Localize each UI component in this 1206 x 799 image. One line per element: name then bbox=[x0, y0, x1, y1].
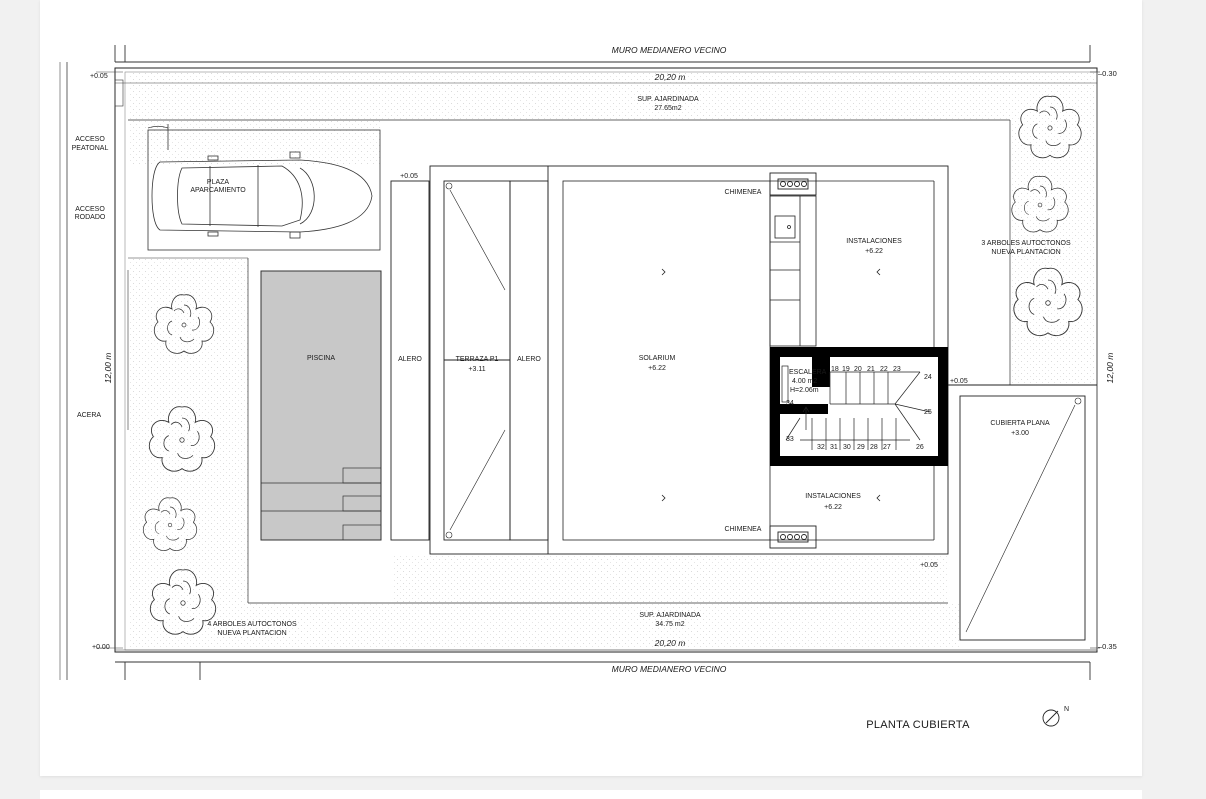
vehicle-access-label: ACCESO bbox=[75, 206, 105, 213]
stair-step-number: 27 bbox=[883, 444, 891, 451]
stair-step-number: 21 bbox=[867, 366, 875, 373]
solarium-level: +6.22 bbox=[648, 365, 666, 372]
installations-top-label: INSTALACIONES bbox=[846, 238, 902, 245]
garden-bottom-area: 34.75 m2 bbox=[655, 621, 685, 628]
garden-top-label: SUP. AJARDINADA bbox=[637, 96, 699, 103]
sidewalk-label: ACERA bbox=[76, 412, 102, 419]
stair-step-number: 30 bbox=[843, 444, 851, 451]
terrace-level: +3.11 bbox=[468, 366, 486, 373]
stair-step-number: 33 bbox=[786, 436, 794, 443]
width-bottom-dimension: 20,20 m bbox=[654, 638, 686, 648]
stair-label: ESCALERA bbox=[789, 369, 827, 376]
bottom-level-label: +0.05 bbox=[920, 562, 938, 569]
stair-step-number: 18 bbox=[831, 366, 839, 373]
height-left-dimension: 12,00 m bbox=[103, 352, 113, 384]
stair-step-number: 25 bbox=[924, 409, 932, 416]
trees-right-label-2: NUEVA PLANTACION bbox=[991, 249, 1061, 256]
stair-height: H=2.06m bbox=[790, 387, 819, 394]
stair-step-number: 26 bbox=[916, 444, 924, 451]
installations-column bbox=[770, 196, 816, 346]
stair-step-number: 28 bbox=[870, 444, 878, 451]
pool-label: PISCINA bbox=[306, 355, 336, 362]
chimney-top-icon bbox=[770, 173, 816, 195]
stair-step-number: 32 bbox=[817, 444, 825, 451]
stair-step-number: 19 bbox=[842, 366, 850, 373]
stair-area: 4.00 m2 bbox=[792, 378, 818, 385]
stair-step-number: 29 bbox=[857, 444, 865, 451]
chimney-bottom-icon bbox=[770, 526, 816, 548]
chimney-bottom-label: CHIMENEA bbox=[724, 526, 762, 533]
drawing-title: PLANTA CUBIERTA bbox=[866, 719, 970, 731]
terrace-label: TERRAZA P1 bbox=[455, 356, 499, 363]
stair-step-number: 24 bbox=[924, 374, 932, 381]
stair-step-number: 34 bbox=[786, 400, 794, 407]
chimney-top-label: CHIMENEA bbox=[724, 189, 762, 196]
wall-bottom-label: MURO MEDIANERO VECINO bbox=[611, 664, 727, 674]
garden-top-area: 27.65m2 bbox=[654, 105, 682, 112]
stair-step-number: 22 bbox=[880, 366, 888, 373]
solarium bbox=[563, 181, 934, 540]
north-label: N bbox=[1064, 706, 1070, 713]
level-top-right: –0.30 bbox=[1098, 69, 1117, 78]
pool bbox=[261, 271, 381, 540]
level-top-left: +0.05 bbox=[90, 73, 108, 80]
stair-exit-level: +0.05 bbox=[950, 378, 968, 385]
eave-label-2: ALERO bbox=[517, 356, 541, 363]
installations-bottom-label: INSTALACIONES bbox=[805, 493, 861, 500]
flat-roof-label: CUBIERTA PLANA bbox=[990, 420, 1050, 427]
north-arrow-icon bbox=[1043, 710, 1059, 726]
parking-label-2: APARCAMIENTO bbox=[190, 187, 246, 194]
pedestrian-access-label-2: PEATONAL bbox=[71, 145, 109, 152]
terrace-access-level: +0.05 bbox=[400, 173, 418, 180]
level-bottom-left: +0.00 bbox=[92, 644, 110, 651]
installations-top-level: +6.22 bbox=[865, 248, 883, 255]
installations-bottom-level: +6.22 bbox=[824, 504, 842, 511]
stair-step-number: 20 bbox=[854, 366, 862, 373]
level-bottom-right: –0.35 bbox=[1098, 642, 1117, 651]
eave-label-1: ALERO bbox=[398, 356, 422, 363]
flat-roof-level: +3.00 bbox=[1011, 430, 1029, 437]
garden-bottom-label: SUP. AJARDINADA bbox=[639, 612, 701, 619]
trees-left-label: 4 ARBOLES AUTOCTONOS bbox=[207, 621, 297, 628]
height-right-dimension: 12,00 m bbox=[1105, 352, 1115, 384]
width-top-dimension: 20,20 m bbox=[654, 72, 686, 82]
wall-top-label: MURO MEDIANERO VECINO bbox=[611, 45, 727, 55]
stair-step-number: 23 bbox=[893, 366, 901, 373]
pedestrian-access-label: ACCESO bbox=[75, 136, 105, 143]
trees-right-label: 3 ARBOLES AUTOCTONOS bbox=[981, 240, 1071, 247]
parking-label: PLAZA bbox=[206, 179, 230, 186]
stair-step-number: 31 bbox=[830, 444, 838, 451]
vehicle-access-label-2: RODADO bbox=[74, 214, 106, 221]
trees-left-label-2: NUEVA PLANTACION bbox=[217, 630, 287, 637]
solarium-label: SOLARIUM bbox=[638, 355, 676, 362]
